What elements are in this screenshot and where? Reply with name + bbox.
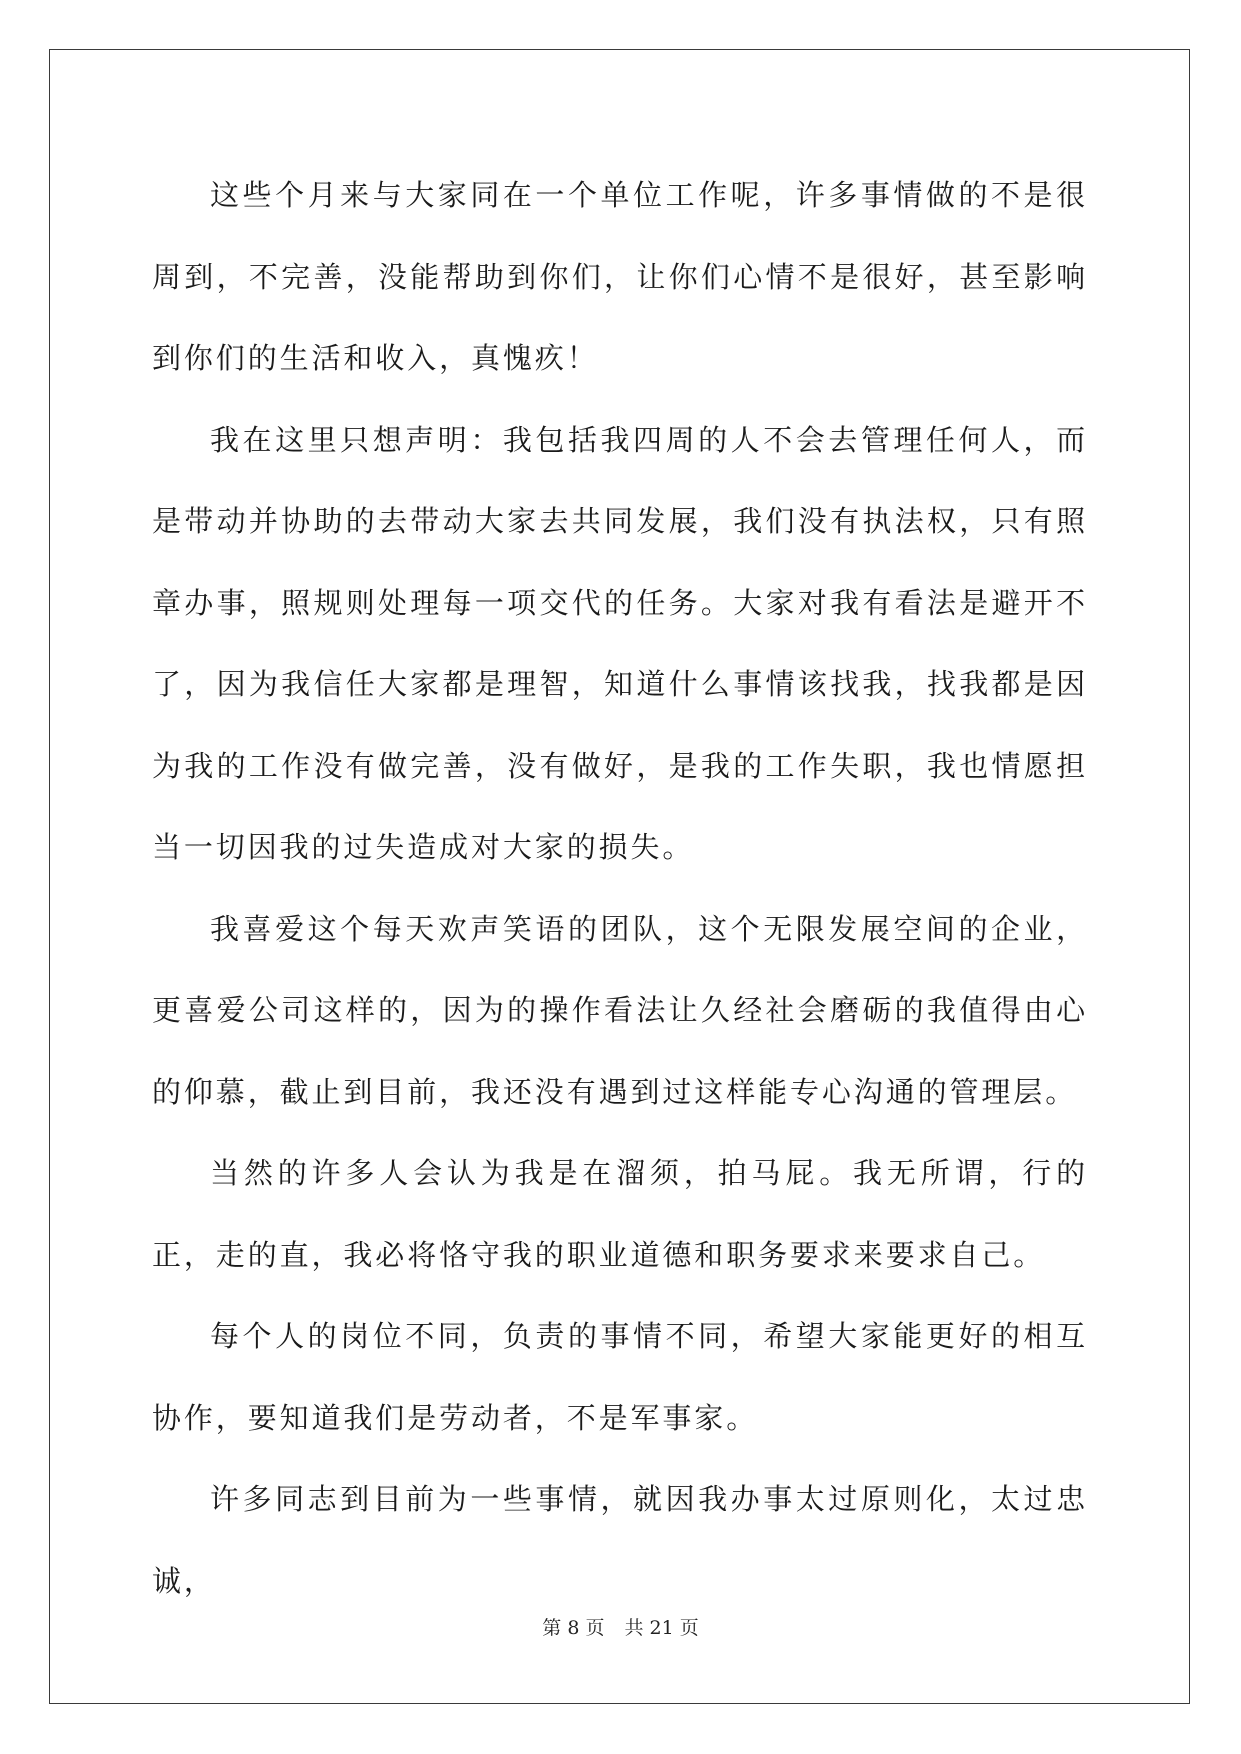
paragraph: 我在这里只想声明：我包括我四周的人不会去管理任何人，而是带动并协助的去带动大家去共同发展，我们没有执法权，只有照章办事，照规则处理每一项交代的任务。大家对我有看法是避开不了，因为我信任大家都是理智，知道什么事情该找我，找我都是因为我的工作没有做完善，没有做好，是我的工作失职，我也情愿担当一切因我的过失造成对大家的损失。 [152, 422, 1088, 864]
paragraph: 每个人的岗位不同，负责的事情不同，希望大家能更好的相互协作，要知道我们是劳动者，不是军事家。 [152, 1319, 1088, 1435]
paragraph: 我喜爱这个每天欢声笑语的团队，这个无限发展空间的企业，更喜爱公司这样的，因为的操作看法让久经社会磨砺的我值得由心的仰慕，截止到目前，我还没有遇到过这样能专心沟通的管理层。 [152, 911, 1088, 1109]
page-number: 第 8 页 [542, 1617, 605, 1639]
document-body [152, 155, 1088, 1622]
paragraph: 许多同志到目前为一些事情，就因我办事太过原则化，太过忠诚， [152, 1482, 1088, 1598]
page-total: 共 21 页 [624, 1617, 699, 1639]
paragraph: 这些个月来与大家同在一个单位工作呢，许多事情做的不是很周到，不完善，没能帮助到你们，让你们心情不是很好，甚至影响到你们的生活和收入，真愧疚！ [152, 178, 1088, 375]
page-footer [0, 1613, 1241, 1640]
paragraph: 当然的许多人会认为我是在溜须，拍马屁。我无所谓，行的正，走的直，我必将恪守我的职业道德和职务要求来要求自己。 [152, 1156, 1088, 1272]
